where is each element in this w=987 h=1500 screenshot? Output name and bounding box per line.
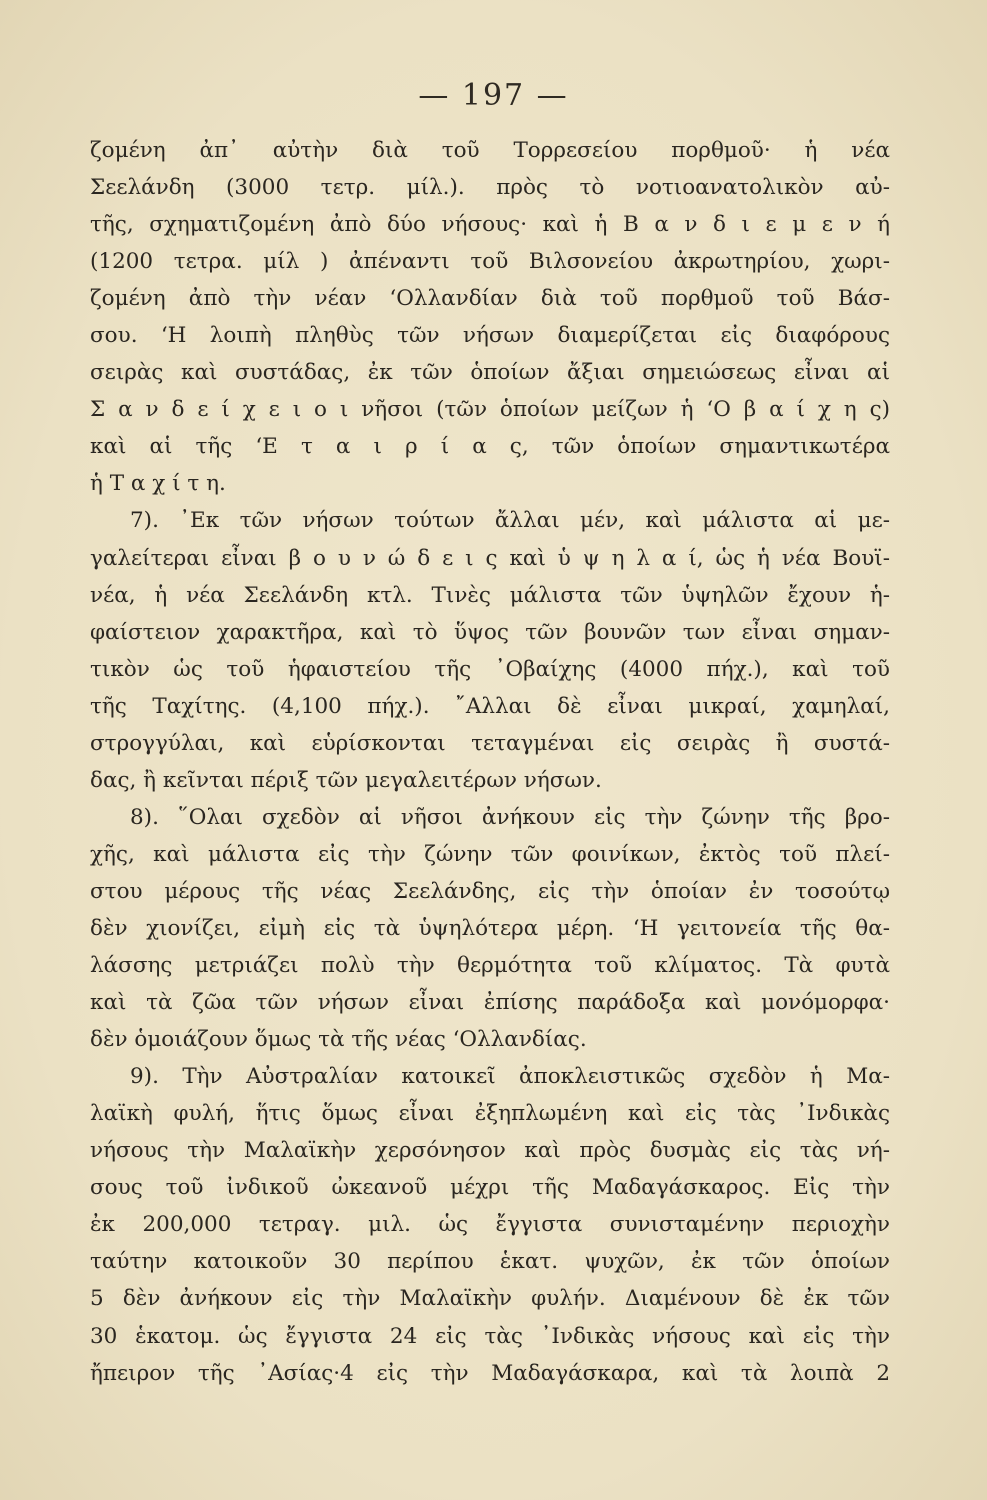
text-line: ἐκ 200,000 τετραγ. μιλ. ὡς ἔγγιστα συνισταμένην περιοχὴν [90, 1212, 890, 1238]
text-line: (1200 τετρα. μίλ ) ἀπέναντι τοῦ Βιλσονείου ἀκρωτηρίου, χωρι- [90, 249, 890, 275]
text-line: ζομένη ἀπ᾽ αὐτὴν διὰ τοῦ Τορρεσείου πορθμοῦ· ἡ νέα [90, 138, 890, 163]
text-line: ζομένη ἀπὸ τὴν νέαν ‘Ολλανδίαν διὰ τοῦ πορθμοῦ τοῦ Βάσ- [90, 286, 890, 312]
text-line: νέα, ἡ νέα Σεελάνδη κτλ. Τινὲς μάλιστα τῶν ὑψηλῶν ἔχουν ἡ- [90, 582, 890, 608]
text-line: Σ α ν δ ε ί χ ε ι ο ι νῆσοι (τῶν ὁποίων μείζων ἡ ‘Ο β α ί χ η ς) [90, 397, 890, 423]
text-line: ἡ Τ α χ ί τ η. [90, 471, 226, 497]
text-line: ἤπειρον τῆς ᾽Ασίας·4 εἰς τὴν Μαδαγάσκαρα, καὶ τὰ λοιπὰ 2 [90, 1360, 890, 1386]
text-line: 7). ᾽Εκ τῶν νήσων τούτων ἄλλαι μέν, καὶ μάλιστα αἱ με- [130, 508, 890, 534]
text-line: φαίστειον χαρακτῆρα, καὶ τὸ ὕψος τῶν βουνῶν των εἶναι σημαν- [90, 619, 890, 645]
text-line: δας, ἢ κεῖνται πέριξ τῶν μεγαλειτέρων νήσων. [90, 767, 602, 793]
text-line: σου. ‘Η λοιπὴ πληθὺς τῶν νήσων διαμερίζεται εἰς διαφόρους [90, 323, 890, 349]
text-line: καὶ αἱ τῆς ‘Ε τ α ι ρ ί α ς, τῶν ὁποίων σημαντικωτέρα [90, 434, 890, 460]
text-line: 9). Τὴν Αὐστραλίαν κατοικεῖ ἀποκλειστικῶς σχεδὸν ἡ Μα- [130, 1064, 890, 1090]
text-line: τῆς Ταχίτης. (4,100 πήχ.). ῎Αλλαι δὲ εἶναι μικραί, χαμηλαί, [90, 693, 890, 719]
text-line: δὲν χιονίζει, εἰμὴ εἰς τὰ ὑψηλότερα μέρη. ‘Η γειτονεία τῆς θα- [90, 915, 890, 941]
text-line: σους τοῦ ἰνδικοῦ ὠκεανοῦ μέχρι τῆς Μαδαγάσκαρος. Εἰς τὴν [90, 1175, 890, 1201]
body-text [90, 132, 890, 1392]
text-line: 8). ῞Ολαι σχεδὸν αἱ νῆσοι ἀνήκουν εἰς τὴν ζώνην τῆς βρο- [130, 804, 890, 830]
text-line: στου μέρους τῆς νέας Σεελάνδης, εἰς τὴν ὁποίαν ἐν τοσούτῳ [90, 878, 890, 904]
text-line: σειρὰς καὶ συστάδας, ἐκ τῶν ὁποίων ἄξιαι σημειώσεως εἶναι αἱ [90, 360, 890, 386]
text-line: ταύτην κατοικοῦν 30 περίπου ἑκατ. ψυχῶν, ἐκ τῶν ὁποίων [90, 1249, 890, 1275]
text-line: δὲν ὁμοιάζουν ὅμως τὰ τῆς νέας ‘Ολλανδίας. [90, 1027, 587, 1053]
text-line: γαλείτεραι εἶναι β ο υ ν ώ δ ε ι ς καὶ ὑ ψ η λ α ί, ὡς ἡ νέα Βουϊ- [90, 545, 890, 571]
text-line: λάσσης μετριάζει πολὺ τὴν θερμότητα τοῦ κλίματος. Τὰ φυτὰ [90, 953, 890, 979]
text-line: Σεελάνδη (3000 τετρ. μίλ.). πρὸς τὸ νοτιοανατολικὸν αὐ- [90, 175, 890, 201]
page-number: — 197 — [418, 78, 569, 113]
text-line: 5 δὲν ἀνήκουν εἰς τὴν Μαλαϊκὴν φυλήν. Διαμένουν δὲ ἐκ τῶν [90, 1286, 890, 1312]
text-line: 30 ἑκατομ. ὡς ἔγγιστα 24 εἰς τὰς ᾽Ινδικὰς νήσους καὶ εἰς τὴν [90, 1323, 890, 1349]
text-line: τικὸν ὡς τοῦ ἡφαιστείου τῆς ᾽Οβαίχης (4000 πήχ.), καὶ τοῦ [90, 656, 890, 682]
text-line: τῆς, σχηματιζομένη ἀπὸ δύο νήσους· καὶ ἡ Β α ν δ ι ε μ ε ν ή [90, 212, 890, 238]
text-line: στρογγύλαι, καὶ εὑρίσκονται τεταγμέναι εἰς σειρὰς ἢ συστά- [90, 730, 890, 756]
text-line: χῆς, καὶ μάλιστα εἰς τὴν ζώνην τῶν φοινίκων, ἐκτὸς τοῦ πλεί- [90, 841, 890, 867]
text-line: λαϊκὴ φυλή, ἥτις ὅμως εἶναι ἐξηπλωμένη καὶ εἰς τὰς ᾽Ινδικὰς [90, 1101, 890, 1127]
text-line: νήσους τὴν Μαλαϊκὴν χερσόνησον καὶ πρὸς δυσμὰς εἰς τὰς νή- [90, 1138, 890, 1164]
text-line: καὶ τὰ ζῶα τῶν νήσων εἶναι ἐπίσης παράδοξα καὶ μονόμορφα· [90, 990, 890, 1016]
